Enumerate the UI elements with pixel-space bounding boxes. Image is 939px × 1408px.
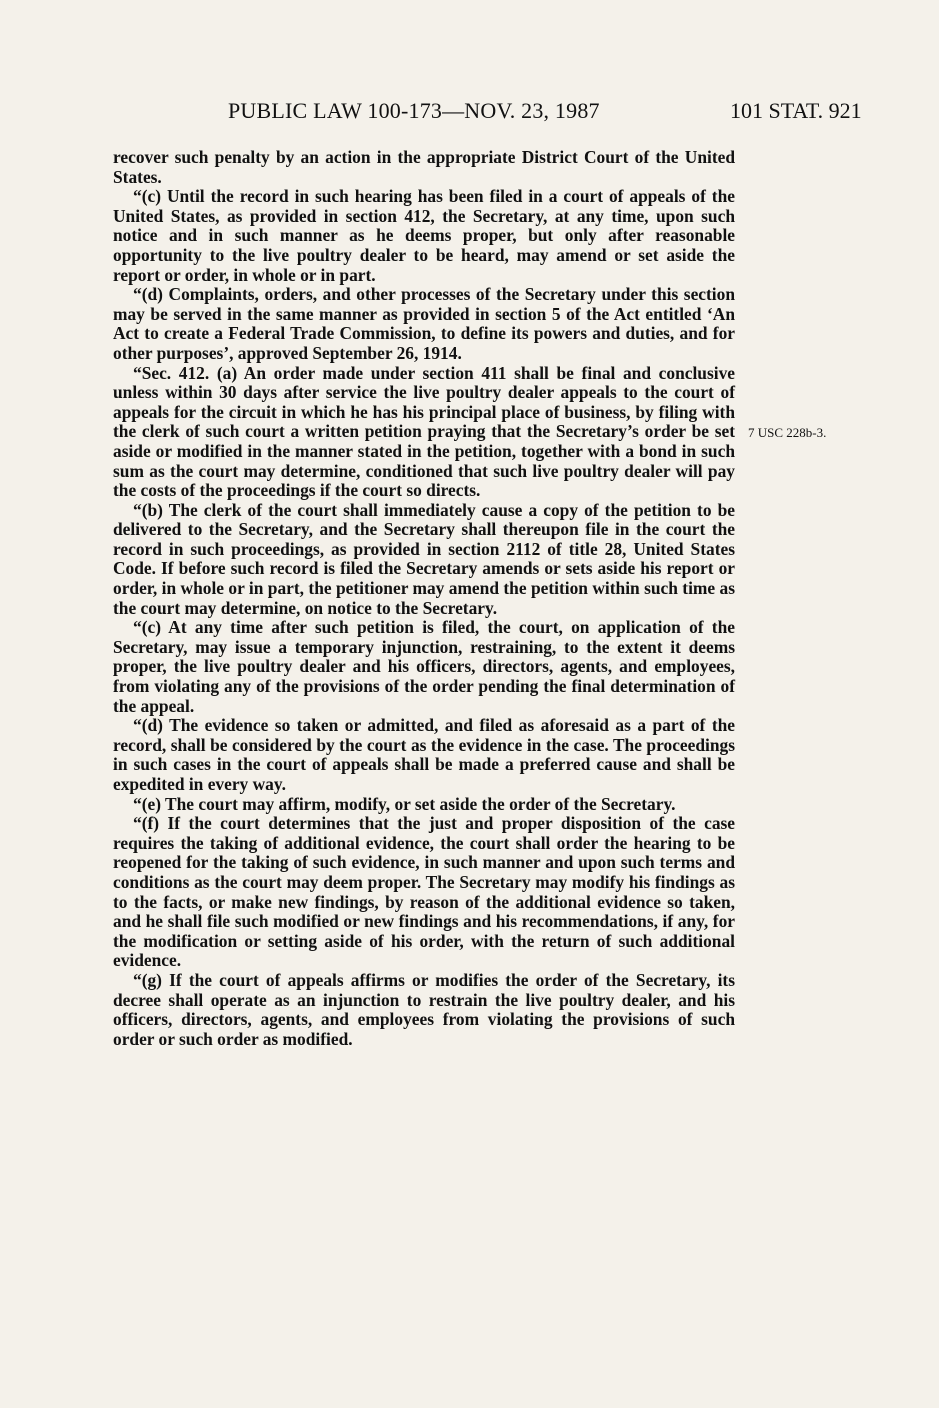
paragraph: “(d) The evidence so taken or admitted, and filed as aforesaid as a part of the record, shall be considered by the court as the evidence in the case. The proceedings in such cases in the court of appeals shall be made a preferred cause and shall be expedited in every way. <box>113 715 735 794</box>
paragraph: “(d) Complaints, orders, and other processes of the Secretary under this section may be served in the same manner as provided in section 5 of the Act entitled ‘An Act to create a Federal Trade Commission, to define its powers and duties, and for other purposes’, approved September 26, 1914. <box>113 284 735 363</box>
paragraph: “(e) The court may affirm, modify, or set aside the order of the Secretary. <box>133 793 676 814</box>
paragraph: “(c) At any time after such petition is filed, the court, on application of the Secretary, may issue a temporary injunction, restraining, to the extent it deems proper, the live poultry dealer and his officers, directors, agents, and employees, from violating any of the provisions of the order pending the final determination of the appeal. <box>113 617 735 716</box>
paragraph: “(g) If the court of appeals affirms or modifies the order of the Secretary, its decree shall operate as an injunction to restrain the live poultry dealer, and his officers, directors, agents, and employees from violating the provisions of such order or such order as modified. <box>113 969 735 1049</box>
paragraph: “(f) If the court determines that the just and proper disposition of the case requires the taking of additional evidence, the court shall order the hearing to be reopened for the taking of such evidence, in such manner and upon such terms and conditions as the court may deem proper. The Secretary may modify his findings as to the facts, or make new findings, by reason of the additional evidence so taken, and he shall file such modified or new findings and his recommendations, if any, for the modification or setting aside of his order, with the return of such additional evidence. <box>113 813 735 971</box>
page-header-stat-ref: 101 STAT. 921 <box>730 98 862 123</box>
paragraph: recover such penalty by an action in the appropriate District Court of the United States. <box>113 147 735 187</box>
body-text <box>113 148 735 1049</box>
margin-note-usc-citation: 7 USC 228b-3. <box>748 425 827 440</box>
page-header-title: PUBLIC LAW 100-173—NOV. 23, 1987 <box>228 98 600 123</box>
paragraph: “(c) Until the record in such hearing has been filed in a court of appeals of the United States, as provided in section 412, the Secretary, at any time, upon such notice and in such manner as he deems proper, but only after reasonable opportunity to the live poultry dealer to be heard, may amend or set aside the report or order, in whole or in part. <box>113 186 735 285</box>
paragraph-sec-412: “Sec. 412. (a) An order made under section 411 shall be final and conclusive unless within 30 days after service the live poultry dealer appeals to the court of appeals for the circuit in which he has his principal place of business, by filing with the clerk of such court a written petition praying that the Secretary’s order be set aside or modified in the manner stated in the petition, together with a bond in such sum as the court may determine, conditioned that such live poultry dealer will pay the costs of the proceedings if the court so directs. <box>113 362 735 501</box>
paragraph: “(b) The clerk of the court shall immediately cause a copy of the petition to be delivered to the Secretary, and the Secretary shall thereupon file in the court the record in such proceedings, as provided in section 2112 of title 28, United States Code. If before such record is filed the Secretary amends or sets aside his report or order, in whole or in part, the petitioner may amend the petition within such time as the court may determine, on notice to the Secretary. <box>113 499 735 618</box>
